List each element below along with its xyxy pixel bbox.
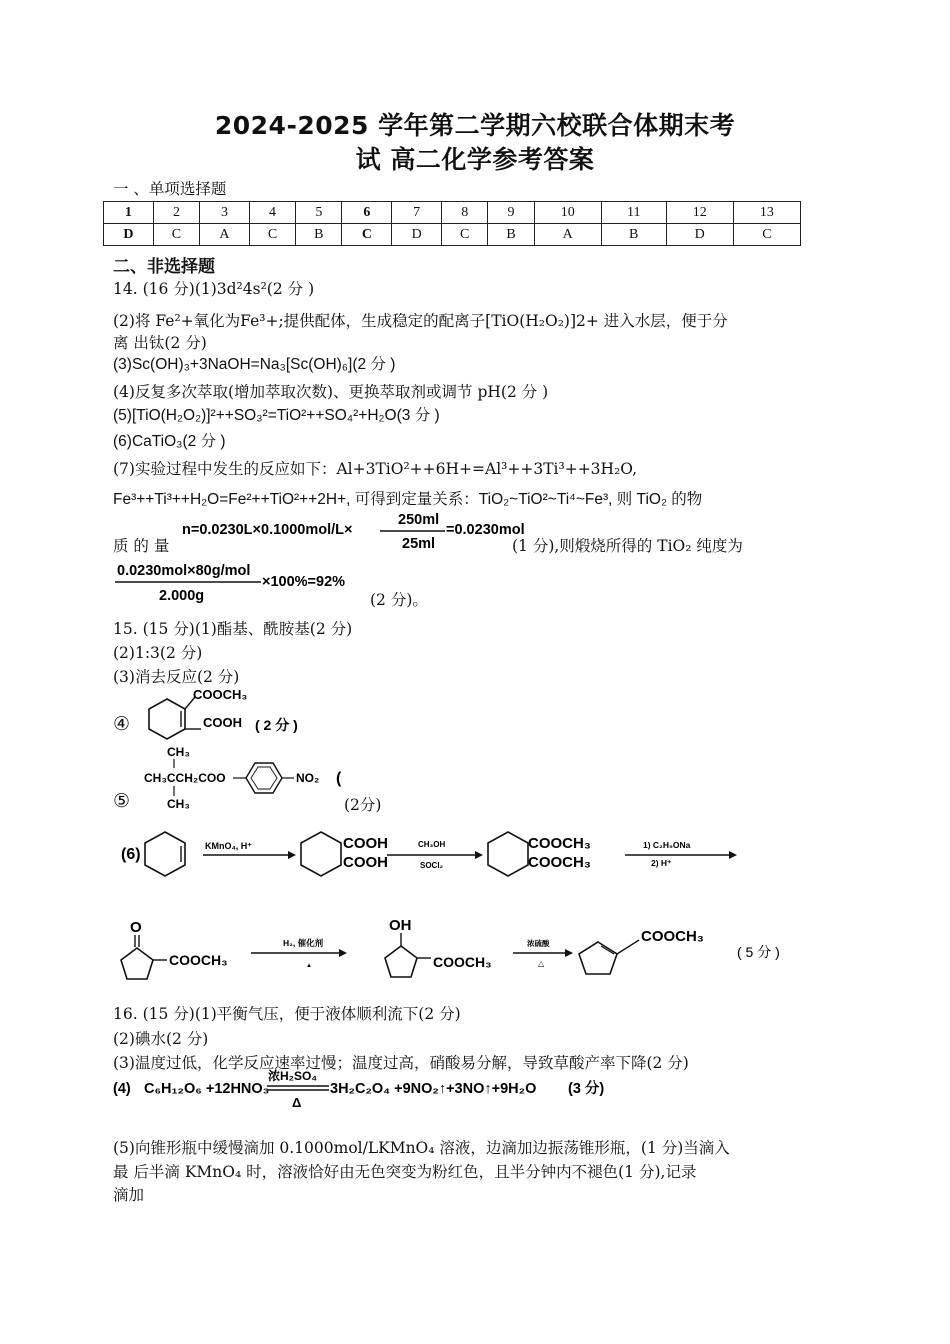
answer-cell: C: [249, 224, 295, 246]
answer-cell: B: [601, 224, 666, 246]
p5-nitro: NO₂: [296, 771, 320, 785]
purity-formula-2: [113, 558, 373, 606]
p5-paren: (: [336, 770, 342, 787]
p6-hydroxyester-group: COOCH₃: [433, 954, 492, 970]
p6-score: ( 5 分 ): [737, 944, 780, 960]
q16-equation: [111, 1066, 671, 1112]
answer-cell: D: [392, 224, 442, 246]
page-subtitle: 试 高二化学参考答案: [355, 145, 595, 174]
section1-heading: 一 、单项选择题: [113, 180, 227, 198]
q15-part5-score: (2分): [344, 796, 382, 814]
formula2-right: ×100%=92%: [262, 574, 346, 590]
benzene-inner-ring: [251, 767, 277, 789]
answer-cell: B: [296, 224, 342, 246]
cyclohexane-ring: [488, 832, 528, 876]
answer-table: [103, 201, 801, 246]
arrow-head: [729, 851, 737, 859]
q16-line-7: 滴加: [113, 1186, 145, 1204]
question-number: 11: [601, 202, 666, 224]
q14-line-8: (7)实验过程中发生的反应如下：Al+3TiO²++6H+=Al³++3Ti³++3H₂O,: [113, 460, 638, 478]
q14-line-10-suffix: (1 分),则煅烧所得的 TiO₂ 纯度为: [512, 537, 743, 555]
cyclohexene-ring: [149, 699, 185, 739]
question-number: 5: [296, 202, 342, 224]
answer-cell: D: [104, 224, 154, 246]
q14-line-11: (2 分)。: [370, 591, 428, 609]
formula2-numerator: 0.0230mol×80g/mol: [117, 563, 251, 579]
question-number: 8: [442, 202, 488, 224]
cyclopentene-ring: [579, 942, 617, 974]
arrow-head: [475, 851, 483, 859]
question-number: 1: [104, 202, 154, 224]
eq-products: 3H₂C₂O₄ +9NO₂↑+3NO↑+9H₂O: [330, 1081, 537, 1097]
question-number: 12: [666, 202, 733, 224]
p4-score: ( 2 分 ): [255, 717, 298, 733]
q14-line-9: Fe³++Ti³++H₂O=Fe²++TiO²++2H+, 可得到定量关系：TiO₂~TiO²~Ti⁴~Fe³, 则 TiO₂ 的物: [113, 491, 703, 508]
q16-line-5: (5)向锥形瓶中缓慢滴加 0.1000mol/LKMnO₄ 溶液，边滴加边振荡锥形瓶，(1 分)当滴入: [113, 1139, 730, 1157]
q15-line-2: (2)1:3(2 分): [113, 644, 203, 662]
answer-table-number-row: [104, 202, 801, 224]
eq-condition-bottom: Δ: [292, 1095, 302, 1110]
formula1-right: =0.0230mol: [446, 522, 525, 538]
arrow-head: [288, 851, 296, 859]
q14-line-4: (3)Sc(OH)₃+3NaOH=Na₃[Sc(OH)₆](2 分 ): [113, 356, 396, 373]
question-number: 3: [200, 202, 250, 224]
cyclopentane-ring: [385, 946, 417, 977]
bond-line: [617, 940, 639, 954]
question-number: 2: [153, 202, 199, 224]
p6-label: (6): [121, 846, 141, 863]
formula2-denominator: 2.000g: [159, 588, 205, 604]
p6-final-group: COOCH₃: [641, 928, 704, 945]
question-number: 13: [733, 202, 800, 224]
question-number: 9: [488, 202, 534, 224]
answer-table-answer-row: [104, 224, 801, 246]
section2-heading: 二、非选择题: [113, 257, 215, 276]
arrow-head: [565, 949, 573, 957]
q15-part6-route-row1: [113, 822, 753, 892]
p6-ketone-oxygen: O: [130, 919, 142, 936]
answer-cell: D: [666, 224, 733, 246]
formula1-left: n=0.0230L×0.1000mol/L×: [182, 522, 353, 538]
formula1-denominator: 25ml: [402, 536, 436, 552]
q14-line-7: (6)CaTiO₃(2 分 ): [113, 433, 226, 450]
question-number: 7: [392, 202, 442, 224]
p4-group-ester: COOCH₃: [193, 687, 248, 702]
p5-methyl-bottom: CH₃: [167, 797, 190, 811]
q14-line-2: (2)将 Fe²+氧化为Fe³+;提供配体，生成稳定的配离子[TiO(H₂O₂)]2+ 进入水层，便于分: [113, 312, 728, 330]
q14-line-3: 离 出钛(2 分): [113, 334, 207, 352]
answer-cell: C: [153, 224, 199, 246]
question-number: 4: [249, 202, 295, 224]
question-number: 6: [342, 202, 392, 224]
p6-diester-1: COOCH₃: [528, 835, 591, 852]
p6-hydroxyl: OH: [389, 917, 412, 934]
q15-part6-route-row2: [113, 910, 813, 990]
answer-cell: A: [200, 224, 250, 246]
question-number: 10: [534, 202, 601, 224]
purity-formula-1: [180, 507, 525, 553]
eq-reactants: C₆H₁₂O₆ +12HNO₃: [144, 1081, 270, 1097]
p6-acid-1: COOH: [343, 835, 388, 852]
p6-ketoester-group: COOCH₃: [169, 952, 228, 968]
q16-line-2: (2)碘水(2 分): [113, 1030, 209, 1048]
reagent-3-bottom: 2) H⁺: [651, 858, 672, 868]
cyclopentane-ring: [121, 948, 153, 979]
q15-line-1: 15. (15 分)(1)酯基、酰胺基(2 分): [113, 620, 353, 638]
q15-line-3: (3)消去反应(2 分): [113, 668, 240, 686]
p5-methyl-top: CH₃: [167, 745, 190, 759]
cyclohexene-ring: [145, 832, 185, 876]
eq-condition-top: 浓H₂SO₄: [268, 1069, 318, 1083]
reagent-1: KMnO₄, H⁺: [205, 841, 253, 851]
p4-group-acid: COOH: [203, 715, 242, 730]
q16-line-1: 16. (15 分)(1)平衡气压，便于液体顺利流下(2 分): [113, 1005, 461, 1023]
q14-line-10-prefix: 质 的 量: [113, 537, 170, 555]
eq-label: (4): [113, 1081, 131, 1097]
cyclohexane-ring: [301, 832, 341, 876]
q14-line-5: (4)反复多次萃取(增加萃取次数)、更换萃取剂或调节 pH(2 分 ): [113, 383, 549, 401]
q16-line-6: 最 后半滴 KMnO₄ 时，溶液恰好由无色突变为粉红色，且半分钟内不褪色(1 分),记录: [113, 1163, 697, 1181]
reagent-4-top: H₂, 催化剂: [283, 938, 324, 948]
answer-cell: C: [442, 224, 488, 246]
q14-line-1: 14. (16 分)(1)3d²4s²(2 分 ): [113, 280, 315, 298]
answer-cell: C: [733, 224, 800, 246]
reagent-3-top: 1) C₂H₅ONa: [643, 840, 691, 850]
page-title: 2024-2025 学年第二学期六校联合体期末考: [214, 111, 736, 140]
eq-score: (3 分): [568, 1081, 605, 1097]
q16-line-3: (3)温度过低，化学反应速率过慢；温度过高，硝酸易分解，导致草酸产率下降(2 分): [113, 1054, 689, 1072]
answer-cell: B: [488, 224, 534, 246]
q15-part4-label: ④: [113, 713, 131, 735]
formula1-numerator: 250ml: [398, 512, 440, 528]
p6-acid-2: COOH: [343, 854, 388, 871]
q14-line-6: (5)[TiO(H₂O₂)]²++SO₃²=TiO²++SO₄²+H₂O(3 分 ): [113, 407, 440, 424]
reagent-5-top: 浓硫酸: [527, 939, 550, 948]
answer-cell: C: [342, 224, 392, 246]
reagent-2-bottom: SOCl₂: [420, 861, 444, 870]
answer-cell: A: [534, 224, 601, 246]
reagent-4-bottom: ▲: [306, 963, 312, 969]
arrow-head: [339, 949, 347, 957]
p5-chain: CH₃CCH₂COO: [144, 771, 226, 785]
reagent-5-bottom: △: [538, 959, 545, 968]
reagent-2-top: CH₃OH: [418, 840, 446, 849]
q15-part5-label: ⑤: [113, 790, 131, 812]
p6-diester-2: COOCH₃: [528, 854, 591, 871]
